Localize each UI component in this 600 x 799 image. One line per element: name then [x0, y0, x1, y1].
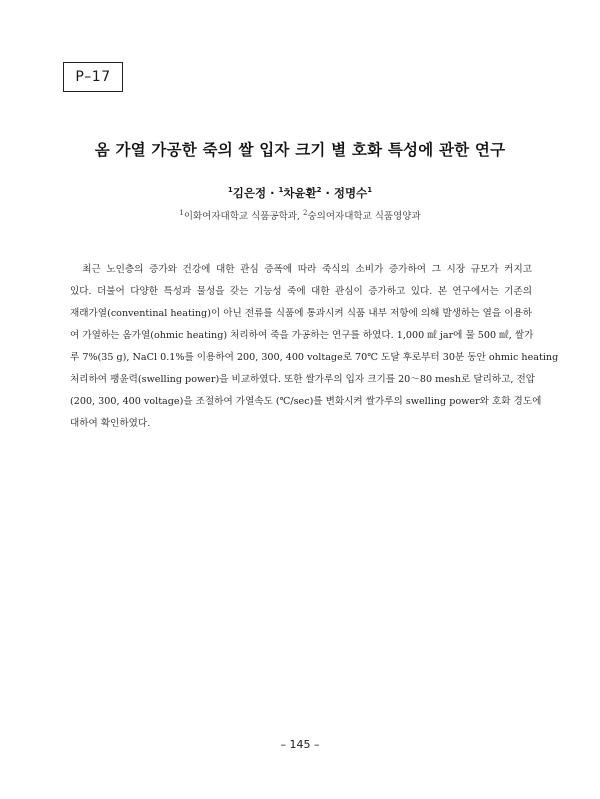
author-separator: ·: [321, 186, 334, 200]
author-3-affil-mark: 1: [367, 186, 373, 195]
abstract-line: 대하여 확인하였다.: [70, 418, 151, 429]
page-number: – 145 –: [280, 738, 320, 751]
author-1-name: 김은정: [232, 186, 267, 200]
author-2-affil-mark-after: 2: [316, 186, 322, 195]
author-1-affil-mark: 1: [227, 186, 233, 195]
author-2-name: 차윤환: [283, 186, 317, 200]
abstract-line: 재래가열(conventinal heating)이 아닌 전류를 식품에 통과시켜 식품 내부 저항에 의해 발생하는 열을 이용하: [70, 308, 532, 319]
affiliation-line: [0, 208, 600, 222]
affiliation-1-mark: 1: [179, 208, 184, 217]
affiliation-1: 이화여자대학교 식품공학과,: [183, 211, 304, 222]
abstract-line: 있다. 더불어 다양한 특성과 물성을 갖는 기능성 죽에 대한 관심이 증가하고 있다. 본 연구에서는 기존의: [70, 286, 532, 297]
abstract-line: (200, 300, 400 voltage)을 조절하여 가열속도 (℃/sec)를 변화시켜 쌀가루의 swelling power와 호화 경도에: [70, 396, 542, 407]
author-2-affil-mark: 1: [278, 186, 284, 195]
abstract-line: 루 7%(35 g), NaCl 0.1%를 이용하여 200, 300, 400 voltage로 70℃ 도달 후로부터 30분 동안 ohmic heating: [70, 352, 559, 363]
abstract-line: 최근 노인층의 증가와 건강에 대한 관심 증폭에 따라 죽식의 소비가 증가하여 그 시장 규모가 커지고: [70, 264, 532, 275]
paper-title: 옴 가열 가공한 죽의 쌀 입자 크기 별 호화 특성에 관한 연구: [94, 141, 506, 159]
author-separator: ·: [266, 186, 279, 200]
abstract-body: [70, 259, 559, 435]
affiliation-2-mark: 2: [303, 208, 308, 217]
poster-code: P–17: [75, 69, 111, 85]
poster-code-box: [63, 62, 123, 92]
author-3-name: 정명수: [333, 186, 368, 200]
abstract-line: 처리하여 팽윤력(swelling power)을 비교하였다. 또한 쌀가루의 입자 크기를 20～80 mesh로 달리하고, 전압: [70, 374, 536, 385]
author-list: [0, 185, 600, 201]
affiliation-2: 숭의여자대학교 식품영양과: [307, 211, 421, 222]
abstract-line: 여 가열하는 옴가열(ohmic heating) 처리하여 죽을 가공하는 연구를 하였다. 1,000 ㎖ jar에 물 500 ㎖, 쌀가: [70, 330, 534, 341]
